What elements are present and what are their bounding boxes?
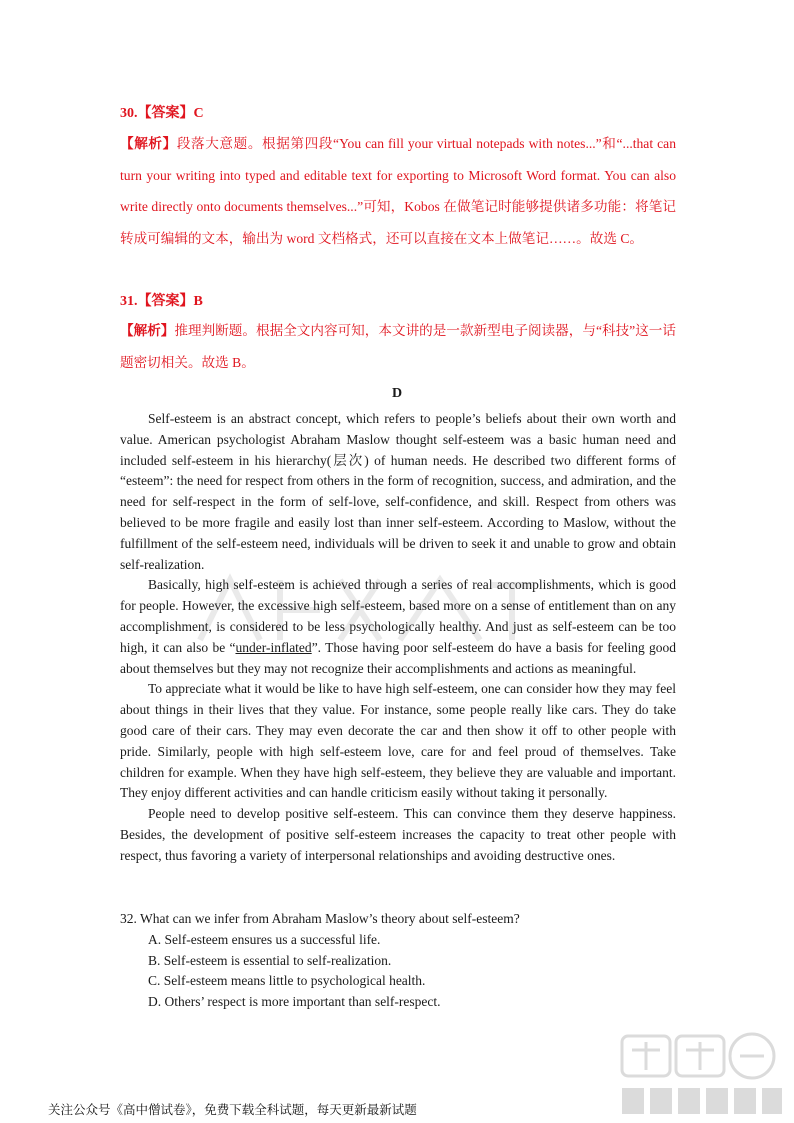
answer-31-heading: 31.【答案】B: [120, 294, 203, 309]
analysis-30: [120, 128, 676, 254]
analysis-31-tag: 【解析】: [120, 323, 175, 338]
answer-30-heading: 30.【答案】C: [120, 106, 204, 121]
section-heading-d: D: [391, 386, 403, 401]
option-b: B. Self-esteem is essential to self-realization.: [148, 952, 392, 968]
passage-paragraph-1: Self-esteem is an abstract concept, which refers to people’s beliefs about their own worth and value. American psychologist Abraham Maslow thought self-esteem was a basic human need and included self-esteem in his hierarchy(层次) of human needs. He described two different forms of “esteem”: the need for respect from others in the form of recognition, success, and admiration, and the need for self-respect in the form of self-love, self-confidence, and skill. Respect from others was believed to be more fragile and easily lost than inner self-esteem. According to Maslow, without the fulfillment of the self-esteem need, individuals will be driven to seek it and unable to grow and obtain self-realization.: [120, 411, 676, 572]
passage-paragraph-2-part-a: Basically, high self-esteem is achieved through a series of real accomplishments, which is good for people. However, the excessive high self-esteem, based more on a sense of entitlement than on any accomplishment, is considered to be less psychologically healthy. And just as self-esteem can be too high, it can also be “: [120, 577, 676, 655]
analysis-31-text: 推理判断题。根据全文内容可知，本文讲的是一款新型电子阅读器，与“科技”这一话题密切相关。故选 B。: [120, 323, 677, 370]
analysis-30-tag: 【解析】: [120, 136, 177, 151]
underlined-term: under-inflated: [235, 639, 312, 655]
reading-passage: [120, 409, 676, 867]
option-c: C. Self-esteem means little to psychological health.: [148, 973, 426, 989]
question-32: [120, 909, 676, 1013]
passage-paragraph-2-part-b: ”. Those having poor self-esteem do have a basis for feeling good about themselves but they may not recognize their accomplishments and actions as meaningful.: [120, 639, 676, 676]
site-logo-watermark: [616, 1030, 786, 1120]
analysis-30-text: 段落大意题。根据第四段“You can fill your virtual notepads with notes...”和“...that can turn your writing into typed and editable text for exporting to Microsoft Word format. You can also write directly onto documents themselves...”可知，Kobos 在做笔记时能够提供诸多功能：将笔记转成可编辑的文本，输出为 word 文档格式，还可以直接在文本上做笔记……。故选 C。: [120, 136, 676, 246]
option-d: D. Others’ respect is more important than self-respect.: [148, 994, 441, 1010]
passage-paragraph-2: [120, 575, 676, 679]
question-32-stem: 32. What can we infer from Abraham Maslow’s theory about self-esteem?: [120, 911, 520, 926]
footer-notice: 关注公众号《高中僧试卷》，免费下载全科试题，每天更新最新试题: [48, 1102, 417, 1117]
passage-paragraph-4: People need to develop positive self-esteem. This can convince them they deserve happiness. Besides, the development of positive self-esteem increases the capacity to treat other people with respect, thus favoring a variety of interpersonal relationships and avoiding destructive ones.: [120, 806, 676, 863]
passage-paragraph-3: To appreciate what it would be like to have high self-esteem, one can consider how they may feel about things in their lives that they value. For instance, some people really like cars. They do take good care of their cars. They may even decorate the car and then show it off to other people with pride. Similarly, people with high self-esteem love, care for and feel proud of themselves. Take children for example. When they have high self-esteem, they believe they are valuable and important. They enjoy different activities and can handle criticism easily without taking it personally.: [120, 681, 676, 801]
analysis-31: [120, 315, 676, 378]
option-a: A. Self-esteem ensures us a successful life.: [148, 931, 381, 947]
